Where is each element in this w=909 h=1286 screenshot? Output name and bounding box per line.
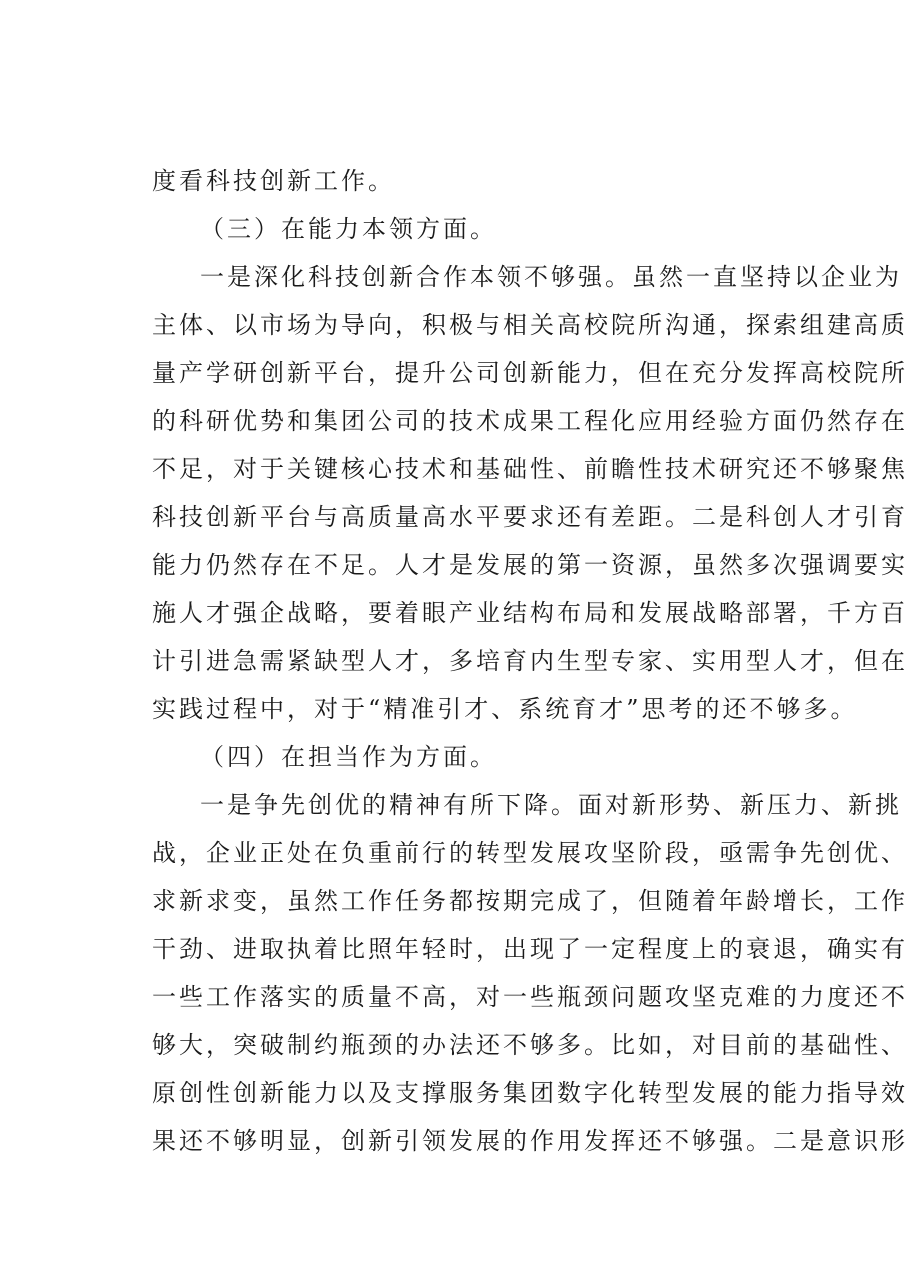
paragraph-last-line: 实践过程中，对于“精准引才、系统育才”思考的还不够多。 (152, 695, 858, 723)
paragraph-continuation-line: 度看科技创新工作。 (152, 167, 395, 195)
paragraph-line: 科技创新平台与高质量高水平要求还有差距。二是科创人才引育 (152, 503, 908, 531)
paragraph-line: 施人才强企战略，要着眼产业结构布局和发展战略部署，千方百 (152, 599, 908, 627)
paragraph-line: 一些工作落实的质量不高，对一些瓶颈问题攻坚克难的力度还不 (152, 983, 908, 1011)
section-heading-3: （三）在能力本领方面。 (200, 215, 497, 243)
paragraph-line: 求新求变，虽然工作任务都按期完成了，但随着年龄增长，工作 (152, 887, 908, 915)
paragraph-line: 主体、以市场为导向，积极与相关高校院所沟通，探索组建高质 (152, 311, 908, 339)
paragraph-line: 能力仍然存在不足。人才是发展的第一资源，虽然多次强调要实 (152, 551, 908, 579)
paragraph-line: 的科研优势和集团公司的技术成果工程化应用经验方面仍然存在 (152, 407, 908, 435)
paragraph-line: 计引进急需紧缺型人才，多培育内生型专家、实用型人才，但在 (152, 647, 908, 675)
paragraph-line: 一是争先创优的精神有所下降。面对新形势、新压力、新挑 (200, 791, 902, 819)
paragraph-line: 果还不够明显，创新引领发展的作用发挥还不够强。二是意识形 (152, 1127, 908, 1155)
section-heading-4: （四）在担当作为方面。 (200, 743, 497, 771)
paragraph-line: 一是深化科技创新合作本领不够强。虽然一直坚持以企业为 (200, 263, 902, 291)
paragraph-line: 够大，突破制约瓶颈的办法还不够多。比如，对目前的基础性、 (152, 1031, 908, 1059)
paragraph-line: 原创性创新能力以及支撑服务集团数字化转型发展的能力指导效 (152, 1079, 908, 1107)
paragraph-line: 量产学研创新平台，提升公司创新能力，但在充分发挥高校院所 (152, 359, 908, 387)
paragraph-line: 不足，对于关键核心技术和基础性、前瞻性技术研究还不够聚焦 (152, 455, 908, 483)
paragraph-line: 干劲、进取执着比照年轻时，出现了一定程度上的衰退，确实有 (152, 935, 908, 963)
paragraph-line: 战，企业正处在负重前行的转型发展攻坚阶段，亟需争先创优、 (152, 839, 908, 867)
